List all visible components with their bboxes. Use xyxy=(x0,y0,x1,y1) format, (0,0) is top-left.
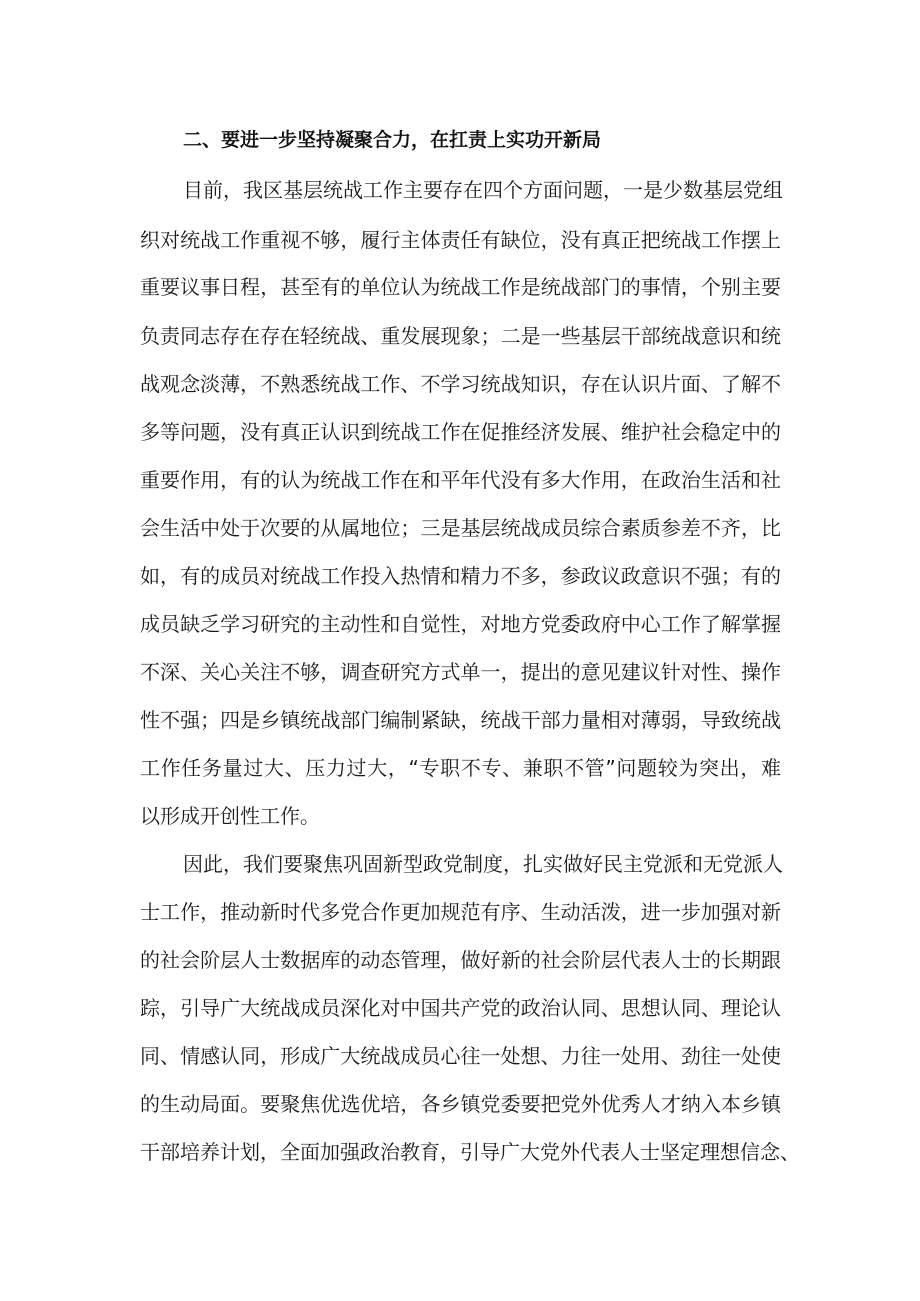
paragraph-line: 战观念淡薄，不熟悉统战工作、不学习统战知识，存在认识片面、了解不 xyxy=(140,372,781,396)
paragraph-line: 负责同志存在存在轻统战、重发展现象；二是一些基层干部统战意识和统 xyxy=(140,324,781,348)
paragraph-line: 士工作，推动新时代多党合作更加规范有序、生动活泼，进一步加强对新 xyxy=(140,900,781,924)
paragraph-line: 目前，我区基层统战工作主要存在四个方面问题，一是少数基层党组 xyxy=(183,178,783,202)
paragraph-line: 性不强；四是乡镇统战部门编制紧缺，统战干部力量相对薄弱，导致统战 xyxy=(140,708,781,732)
paragraph-line: 如，有的成员对统战工作投入热情和精力不多，参政议政意识不强；有的 xyxy=(140,564,781,588)
paragraph-line: 以形成开创性工作。 xyxy=(140,804,320,828)
paragraph-line: 踪，引导广大统战成员深化对中国共产党的政治认同、思想认同、理论认 xyxy=(140,996,781,1020)
paragraph-line: 的社会阶层人士数据库的动态管理，做好新的社会阶层代表人士的长期跟 xyxy=(140,948,781,972)
section-heading: 二、要进一步坚持凝聚合力，在扛责上实功开新局 xyxy=(183,129,602,151)
paragraph-line: 会生活中处于次要的从属地位；三是基层统战成员综合素质参差不齐，比 xyxy=(140,516,781,540)
paragraph-line: 的生动局面。要聚焦优选优培，各乡镇党委要把党外优秀人才纳入本乡镇 xyxy=(140,1092,781,1116)
paragraph-line: 重要作用，有的认为统战工作在和平年代没有多大作用，在政治生活和社 xyxy=(140,468,781,492)
paragraph-line: 不深、关心关注不够，调查研究方式单一，提出的意见建议针对性、操作 xyxy=(140,660,781,684)
paragraph-line: 多等问题，没有真正认识到统战工作在促推经济发展、维护社会稳定中的 xyxy=(140,420,781,444)
paragraph-line: 重要议事日程，甚至有的单位认为统战工作是统战部门的事情，个别主要 xyxy=(140,275,781,299)
paragraph-line: 成员缺乏学习研究的主动性和自觉性，对地方党委政府中心工作了解掌握 xyxy=(140,612,781,636)
paragraph-line: 工作任务量过大、压力过大，“专职不专、兼职不管”问题较为突出，难 xyxy=(140,756,781,780)
paragraph-line: 织对统战工作重视不够，履行主体责任有缺位，没有真正把统战工作摆上 xyxy=(140,228,781,252)
paragraph-line: 同、情感认同，形成广大统战成员心往一处想、力往一处用、劲往一处使 xyxy=(140,1044,781,1068)
paragraph-line: 干部培养计划，全面加强政治教育，引导广大党外代表人士坚定理想信念、 xyxy=(140,1140,800,1164)
paragraph-line: 因此，我们要聚焦巩固新型政党制度，扎实做好民主党派和无党派人 xyxy=(183,852,783,876)
